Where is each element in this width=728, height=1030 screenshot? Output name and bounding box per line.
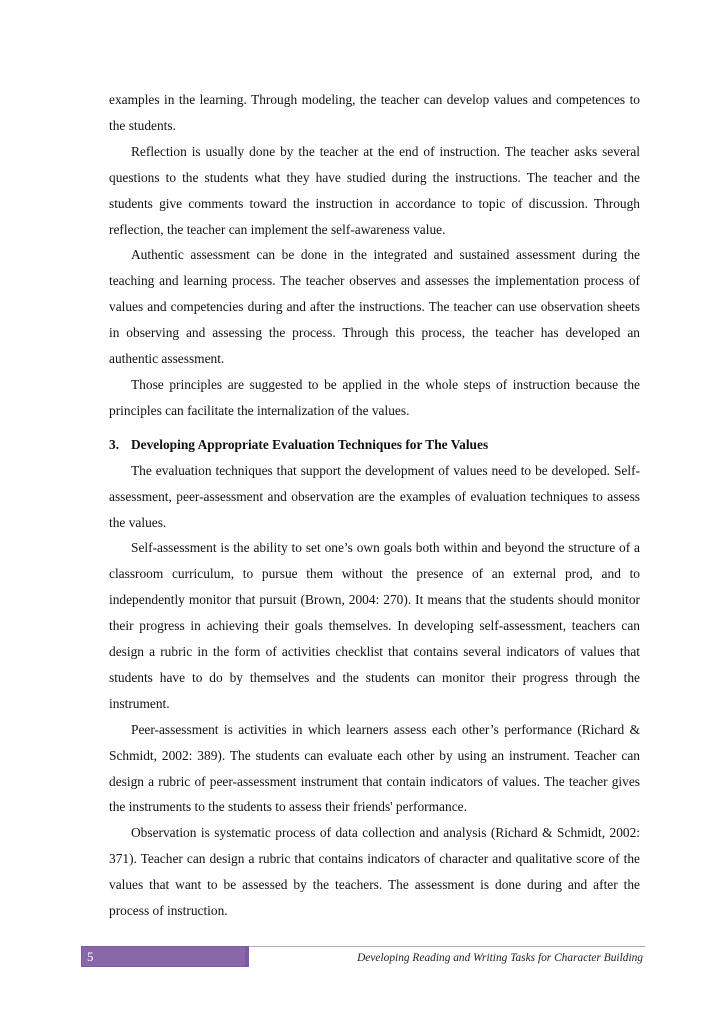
paragraph-evaluation-techniques: The evaluation techniques that support the development of values need to be developed. Self-assessment, peer-assessment and observation are the examples of evaluation techniques to assess the values. — [109, 462, 640, 530]
section-title: Developing Appropriate Evaluation Techniques for The Values — [131, 436, 489, 452]
paragraph-authentic-assessment: Authentic assessment can be done in the integrated and sustained assessment during the teaching and learning process. The teacher observes and assesses the implementation process of values and competencies during and after the instructions. The teacher can use observation sheets in observing and assessing the process. Through this process, the teacher has developed an authentic assessment. — [109, 247, 640, 367]
paragraph-observation: Observation is systematic process of data collection and analysis (Richard & Schmidt, 2002: 371). Teacher can design a rubric that contains indicators of character and qualitative score of the values that want to be assessed by the teachers. The assessment is done during and after the process of instruction. — [109, 825, 640, 919]
page-footer — [81, 946, 645, 968]
paragraph-peer-assessment: Peer-assessment is activities in which learners assess each other’s performance (Richard & Schmidt, 2002: 389). The students can evaluate each other by using an instrument. Teacher can design a rubric of peer-assessment instrument that contain indicators of values. The teacher gives the instruments to the students to assess their friends' performance. — [109, 721, 640, 815]
footer-accent-bar-fill — [82, 947, 245, 966]
paragraph-modeling-continued: examples in the learning. Through modeling, the teacher can develop values and competences to the students. — [109, 92, 640, 133]
footer-book-title: Developing Reading and Writing Tasks for Character Building — [357, 952, 643, 964]
section-heading — [109, 432, 640, 458]
footer-accent-bar — [81, 946, 250, 967]
paragraph-reflection: Reflection is usually done by the teacher at the end of instruction. The teacher asks several questions to the students what they have studied during the instructions. The teacher and the students give comments toward the instruction in accordance to topic of discussion. Through reflection, the teacher can implement the self-awareness value. — [109, 143, 640, 237]
paragraph-principles: Those principles are suggested to be applied in the whole steps of instruction because the principles can facilitate the internalization of the values. — [109, 376, 640, 418]
footer-rule — [249, 946, 645, 947]
section-number: 3. — [109, 436, 120, 452]
paragraph-self-assessment: Self-assessment is the ability to set one’s own goals both within and beyond the structure of a classroom curriculum, to pursue them without the presence of an external prod, and to independently monitor that pursuit (Brown, 2004: 270). It means that the students should monitor their progress in achieving their goals themselves. In developing self-assessment, teachers can design a rubric in the form of activities checklist that contains several indicators of values that students have to do by themselves and the students can monitor their progress through the instrument. — [109, 540, 640, 711]
page-body — [109, 87, 640, 924]
page-number: 5 — [87, 949, 94, 964]
